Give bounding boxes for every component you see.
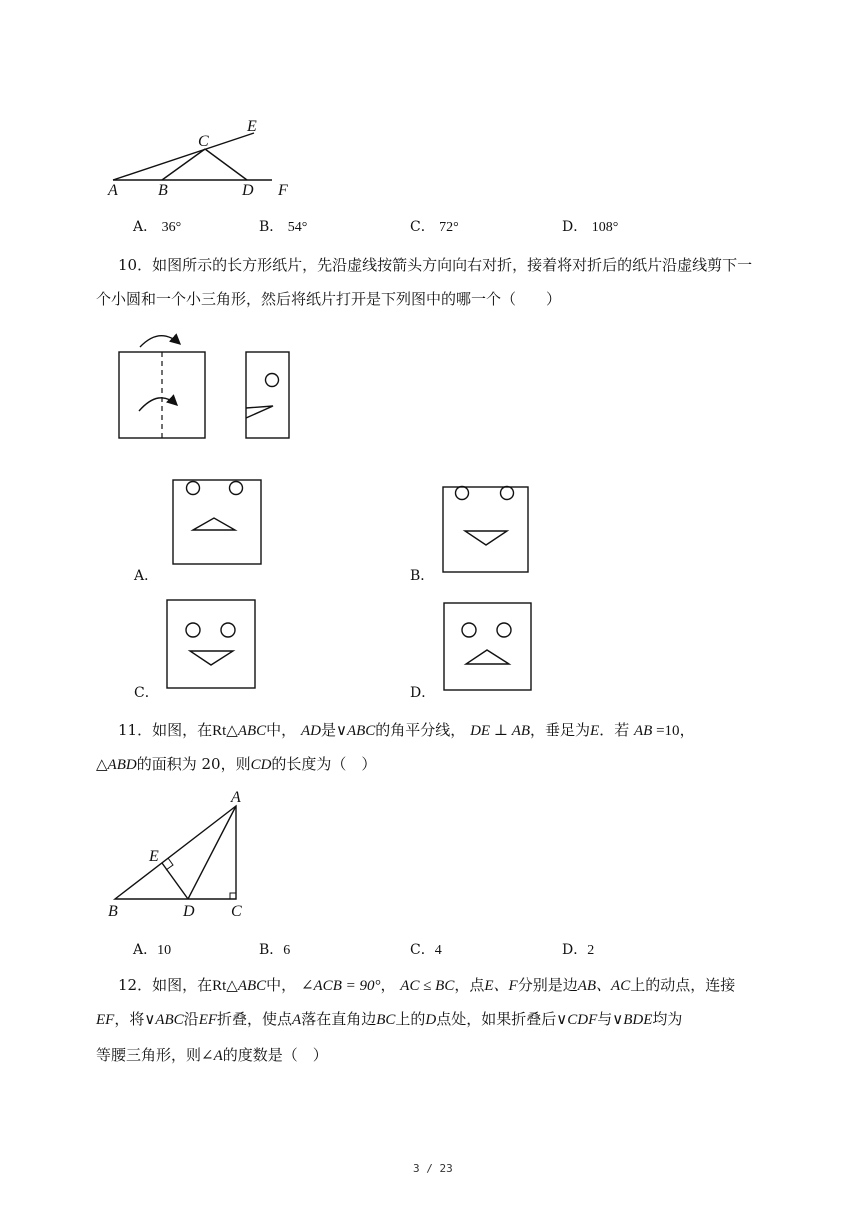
q11-tri: ∨ (335, 723, 347, 739)
q11-rt: Rt△ (212, 723, 238, 739)
q11-option-d-letter: D． (562, 942, 588, 958)
q11-eq10: =10 (652, 723, 680, 739)
q12-ef3: EF (198, 1012, 218, 1028)
q11-zhong: 中， (266, 721, 297, 739)
q11-ad: AD (300, 723, 321, 739)
q12-ef2: EF (96, 1012, 115, 1028)
q11-tri2: △ (96, 757, 108, 773)
q12-abc2: ABC (155, 1012, 184, 1028)
q11-cd: CD (250, 757, 272, 773)
q11-option-d-value: 2 (587, 943, 595, 958)
q9-option-c-value: 72° (439, 220, 459, 235)
q11-right-angle-c (230, 893, 236, 899)
q9-option-c-letter: C． (410, 219, 435, 235)
q12-zhong: 中， (266, 976, 297, 994)
q9-label-b: B (158, 182, 168, 199)
q11-label-e: E (149, 848, 159, 865)
q11-perp: ⊥ (490, 723, 512, 739)
q11-label-d: D (183, 903, 195, 920)
q11-option-a-value: 10 (157, 943, 172, 958)
q10-option-b-letter: B． (410, 568, 435, 584)
q11-line-ad (188, 806, 236, 899)
q10-text-line1: 10．如图所示的长方形纸片，先沿虚线按箭头方向向右对折，接着将对折后的纸片沿虚线剪下一 (118, 256, 753, 274)
q11-abc2: ABC (346, 723, 376, 739)
q12-l1b: ，点 (454, 976, 485, 994)
q11-shi: 是 (320, 721, 336, 739)
q11-e: E (590, 723, 600, 739)
q11-de: DE (470, 723, 491, 739)
q12-cdf: CDF (567, 1012, 598, 1028)
q9-option-a-value: 36° (161, 220, 182, 235)
q11-option-b (259, 939, 290, 959)
q9-label-c: C (198, 133, 209, 150)
q12-l2g: 均为 (652, 1010, 683, 1028)
q12-l3a: 等腰三角形，则 (96, 1046, 202, 1064)
q11-option-d (562, 939, 594, 959)
q11-abd: ABD (107, 757, 137, 773)
q12-text-line1 (118, 974, 735, 995)
q9-option-b-letter: B． (259, 219, 284, 235)
q11-label-a: A (231, 789, 241, 806)
q11-line-de (162, 863, 188, 899)
q11-area: 的面积为 20，则 (136, 755, 251, 773)
q10-option-a-letter: A． (134, 568, 159, 584)
q12-l2d: 落在直角边 (301, 1010, 377, 1028)
q11-option-c-letter: C． (410, 942, 435, 958)
q11-foot: ，垂足为 (530, 721, 591, 739)
q11-option-b-value: 6 (283, 943, 291, 958)
q12-yu: 与 (597, 1010, 613, 1028)
q9-option-b-value: 54° (287, 220, 308, 235)
q12-l3b: 的度数是（ ） (222, 1046, 328, 1064)
q12-text-line2 (96, 1008, 682, 1029)
q11-comma: ， (679, 721, 695, 739)
q9-label-d: D (242, 182, 254, 199)
q11-label-b: B (108, 903, 118, 920)
q11-option-c-value: 4 (434, 943, 442, 958)
q12-bde: BDE (623, 1012, 653, 1028)
q11-bisector: 的角平分线， (375, 721, 466, 739)
q12-l2e: 上的 (395, 1010, 426, 1028)
q11-abc: ABC (237, 723, 267, 739)
q11-option-a (133, 939, 171, 959)
q12-l1c: 分别是边 (517, 976, 578, 994)
q12-ineq: AC ≤ BC (400, 978, 455, 994)
q12-abac: AB、AC (577, 978, 631, 994)
q12-d: D (425, 1012, 437, 1028)
q10-option-d-letter: D． (410, 685, 436, 701)
q12-angle: ∠ACB = 90° (300, 978, 381, 994)
q9-label-f: F (278, 182, 288, 199)
q11-ruo: ．若 (599, 721, 630, 739)
q9-option-d-value: 108° (591, 220, 619, 235)
q11-option-a-letter: A． (133, 942, 158, 958)
q11-ab2: AB (634, 723, 653, 739)
q12-rt: Rt△ (212, 978, 238, 994)
page-number: 3 / 23 (413, 1162, 453, 1175)
q9-option-a-letter: A． (133, 219, 158, 235)
q11-num: 11．如图，在 (118, 721, 213, 739)
q12-l2b: 沿 (183, 1010, 199, 1028)
q10-option-c-letter: C． (134, 685, 159, 701)
q11-len: 的长度为（ ） (271, 755, 377, 773)
q12-abc: ABC (237, 978, 267, 994)
q12-tri: ∨ (144, 1012, 156, 1028)
q12-c1: ， (380, 976, 396, 994)
q12-text-line3 (96, 1044, 328, 1065)
q12-bc: BC (376, 1012, 396, 1028)
q12-tri4: ∨ (612, 1012, 624, 1028)
q11-option-c (410, 939, 442, 959)
q11-ab: AB (511, 723, 531, 739)
q12-tri3: ∨ (556, 1012, 568, 1028)
q12-l2f: 点处，如果折叠后 (436, 1010, 557, 1028)
q12-a: A (292, 1012, 302, 1028)
q9-label-e: E (247, 118, 257, 135)
q12-l1d: 上的动点，连接 (630, 976, 736, 994)
q10-text-line2: 个小圆和一个小三角形，然后将纸片打开是下列图中的哪一个（ ） (96, 290, 562, 308)
q9-option-d-letter: D． (562, 219, 588, 235)
q12-l2a: ，将 (114, 1010, 145, 1028)
q12-anga: ∠A (201, 1048, 223, 1064)
q12-l1a: 12．如图，在 (118, 976, 213, 994)
q11-label-c: C (231, 903, 242, 920)
q12-ef: E、F (484, 978, 518, 994)
q11-option-b-letter: B． (259, 942, 284, 958)
q11-triangle-abc (115, 806, 236, 899)
q12-l2c: 折叠，使点 (217, 1010, 293, 1028)
q9-label-a: A (108, 182, 118, 199)
